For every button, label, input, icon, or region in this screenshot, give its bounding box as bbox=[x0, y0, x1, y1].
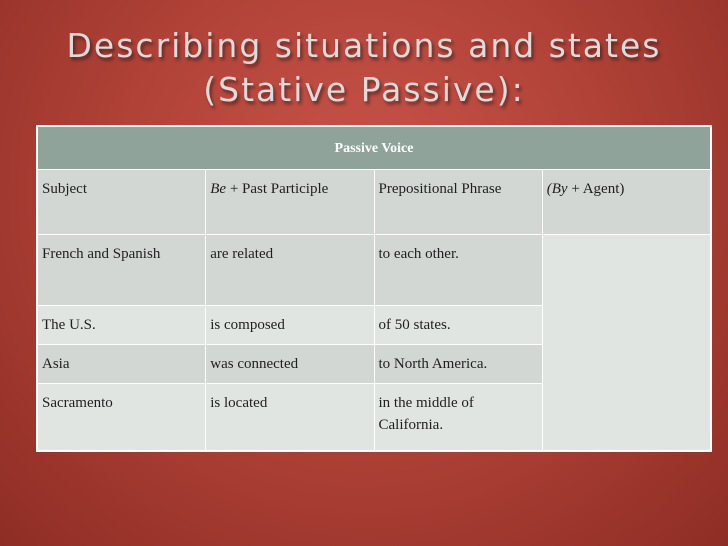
cell-phrase: in the middle of California. bbox=[374, 384, 542, 451]
column-header-be-participle bbox=[206, 170, 374, 235]
cell-subject: Sacramento bbox=[38, 384, 206, 451]
cell-agent-empty bbox=[542, 235, 710, 451]
by-word: (By bbox=[546, 181, 568, 197]
cell-verb: is located bbox=[206, 384, 374, 451]
column-header-agent bbox=[542, 170, 710, 235]
cell-phrase: of 50 states. bbox=[374, 306, 542, 345]
cell-phrase: to North America. bbox=[374, 345, 542, 384]
slide-title-line-2: (Stative Passive): bbox=[203, 70, 525, 109]
column-header-subject: Subject bbox=[38, 170, 206, 235]
be-word: Be bbox=[210, 181, 227, 197]
cell-subject: Asia bbox=[38, 345, 206, 384]
cell-subject: The U.S. bbox=[38, 306, 206, 345]
cell-verb: are related bbox=[206, 235, 374, 306]
passive-voice-table bbox=[36, 125, 712, 452]
be-rest: + Past Participle bbox=[226, 181, 329, 197]
cell-verb: is composed bbox=[206, 306, 374, 345]
cell-subject: French and Spanish bbox=[38, 235, 206, 306]
table-header: Passive Voice bbox=[38, 127, 711, 170]
by-rest: + Agent) bbox=[567, 181, 625, 197]
column-header-prepositional: Prepositional Phrase bbox=[374, 170, 542, 235]
slide-title-line-1: Describing situations and states bbox=[66, 26, 662, 65]
cell-verb: was connected bbox=[206, 345, 374, 384]
table-row bbox=[38, 235, 711, 306]
slide-title bbox=[0, 24, 728, 112]
cell-phrase: to each other. bbox=[374, 235, 542, 306]
